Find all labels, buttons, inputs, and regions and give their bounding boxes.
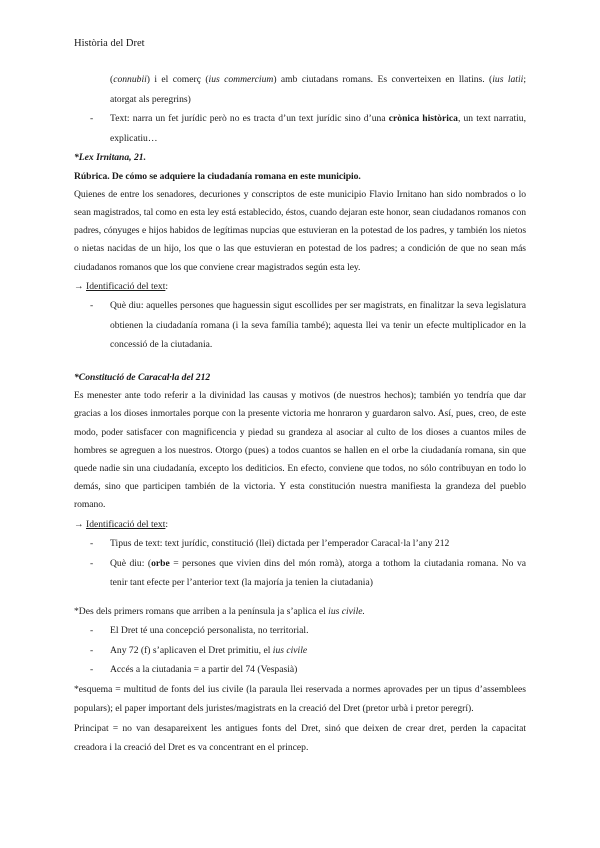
arrow-icon: → — [74, 518, 86, 530]
spacer — [74, 355, 526, 368]
arrow-icon: → — [74, 280, 86, 292]
text-run: ) i el comerç ( — [146, 74, 209, 85]
text-run: *Des dels primers romans que arriben a la península ja s’aplica el — [74, 605, 329, 617]
rubric: Rúbrica. De cómo se adquiere la ciudadanía romana en este municipio. — [74, 170, 361, 182]
identification-label: Identificació del text — [86, 280, 166, 292]
identification-heading — [74, 515, 526, 535]
identification-heading — [74, 277, 526, 297]
note-line — [74, 602, 526, 622]
term: ius latii — [492, 74, 524, 85]
quoted-text: Quienes de entre los senadores, decuriones y conscriptos de este municipio Flavio Irnitano han sido nombrados o lo sean magistrados, tal como en esta ley está establecido, éstos, cuando dejaran este honor, sean ciudadanos romanos con padres, cónyuges e hijos habidos de legítimas nupcias que estuvieran en la potestad de los padres, y también los nietos o nietas nacidas de un hijo, los que o las que estuvieran en potestad de los padres; a condición de que no sean más ciudadanos romanos que los que conviene crear magistrados según esta ley. — [74, 188, 526, 273]
text-run: , un text narratiu, explicatiu… — [110, 113, 526, 144]
section-title: *Lex Irnitana, 21. — [74, 152, 146, 163]
continued-paragraph: (connubii) i el comerç (ius commercium) amb ciutadans romans. Es converteixen en llatins. (ius latii; atorgat als peregrins) — [110, 74, 526, 105]
text-run-bold: crònica històrica — [388, 113, 458, 124]
text-run: Text: narra un fet jurídic però no es tracta d’un text jurídic sino d’una — [110, 113, 389, 124]
list-item — [74, 641, 526, 661]
text-run: Què diu: ( — [110, 557, 152, 569]
term: ius civile — [272, 644, 308, 656]
list-item: - Tipus de text: text jurídic, constitució (llei) dictada per l’emperador Caracal·la l’any 212 — [74, 534, 526, 554]
page-header: Història del Dret — [74, 38, 145, 49]
text-run: : — [165, 518, 169, 530]
note-paragraph: Principat = no van desapareixent les antigues fonts del Dret, sinó que deixen de crear dret, perden la capacitat creadora i la creació del Dret es va concentrant en el princep. — [74, 722, 526, 754]
text-run: ) amb ciutadans romans. Es converteixen en llatins. ( — [273, 74, 493, 85]
term: connubii — [113, 74, 147, 85]
list-item — [74, 109, 526, 148]
text-run: : — [165, 280, 169, 292]
section-title: *Constitució de Caracal·la del 212 — [74, 371, 211, 383]
text-run: ; atorgat als peregrins) — [110, 74, 526, 105]
list-item: - Accés a la ciutadania = a partir del 74 (Vespasià) — [74, 660, 526, 680]
identification-label: Identificació del text — [86, 518, 166, 530]
text-run: = persones que vivien dins del món romà), atorga a tothom la ciutadania romana. No va tenir tant efecte per l’anterior text (la majoría ja tenien la ciutadania) — [110, 557, 526, 589]
note-paragraph: *esquema = multitud de fonts del ius civile (la paraula llei reservada a normes aprovades per un tipus d’assemblees populars); el paper important dels juristes/magistrats en la creació del Dret (pretor urbà i pretor peregrí). — [74, 683, 526, 715]
text-run: Any 72 (f) s’aplicaven el Dret primitiu, el — [110, 644, 273, 656]
list-item: - El Dret té una concepció personalista, no territorial. — [74, 621, 526, 641]
quoted-text: Es menester ante todo referir a la divinidad las causas y motivos (de nuestros hechos); también yo tendría que dar gracias a los dioses inmortales porque con la presente victoria me honraron y guardaron salvo. Así, pues, creo, de este modo, poder satisfacer con magnificencia y piedad su grandeza al asociar al culto de los dioses a cuantos miles de hombres se agreguen a los nuestros. Otorgo (pues) a todos cuantos se hallen en el orbe la ciudadanía romana, sin que quede nadie sin una ciudadanía, excepto los dediticios. En efecto, conviene que todos, no sólo contribuyan en todo lo demás, sino que participen también de la victoria. Y esta constitución nuestra manifiesta la grandeza del pueblo romano. — [74, 390, 526, 511]
list-item: - Què diu: aquelles persones que haguessin sigut escollides per ser magistrats, en finalitzar la seva legislatura obtienen la ciudadanía romana (i la seva família també); aquesta llei va tenir un efecte multiplicador en la concessió de la ciutadania. — [74, 296, 526, 355]
list-item — [74, 554, 526, 593]
document-body — [74, 70, 526, 758]
term: ius commercium — [208, 74, 274, 85]
term: ius civile. — [328, 605, 365, 617]
spacer — [74, 593, 526, 602]
text-run-bold: orbe — [151, 557, 170, 569]
